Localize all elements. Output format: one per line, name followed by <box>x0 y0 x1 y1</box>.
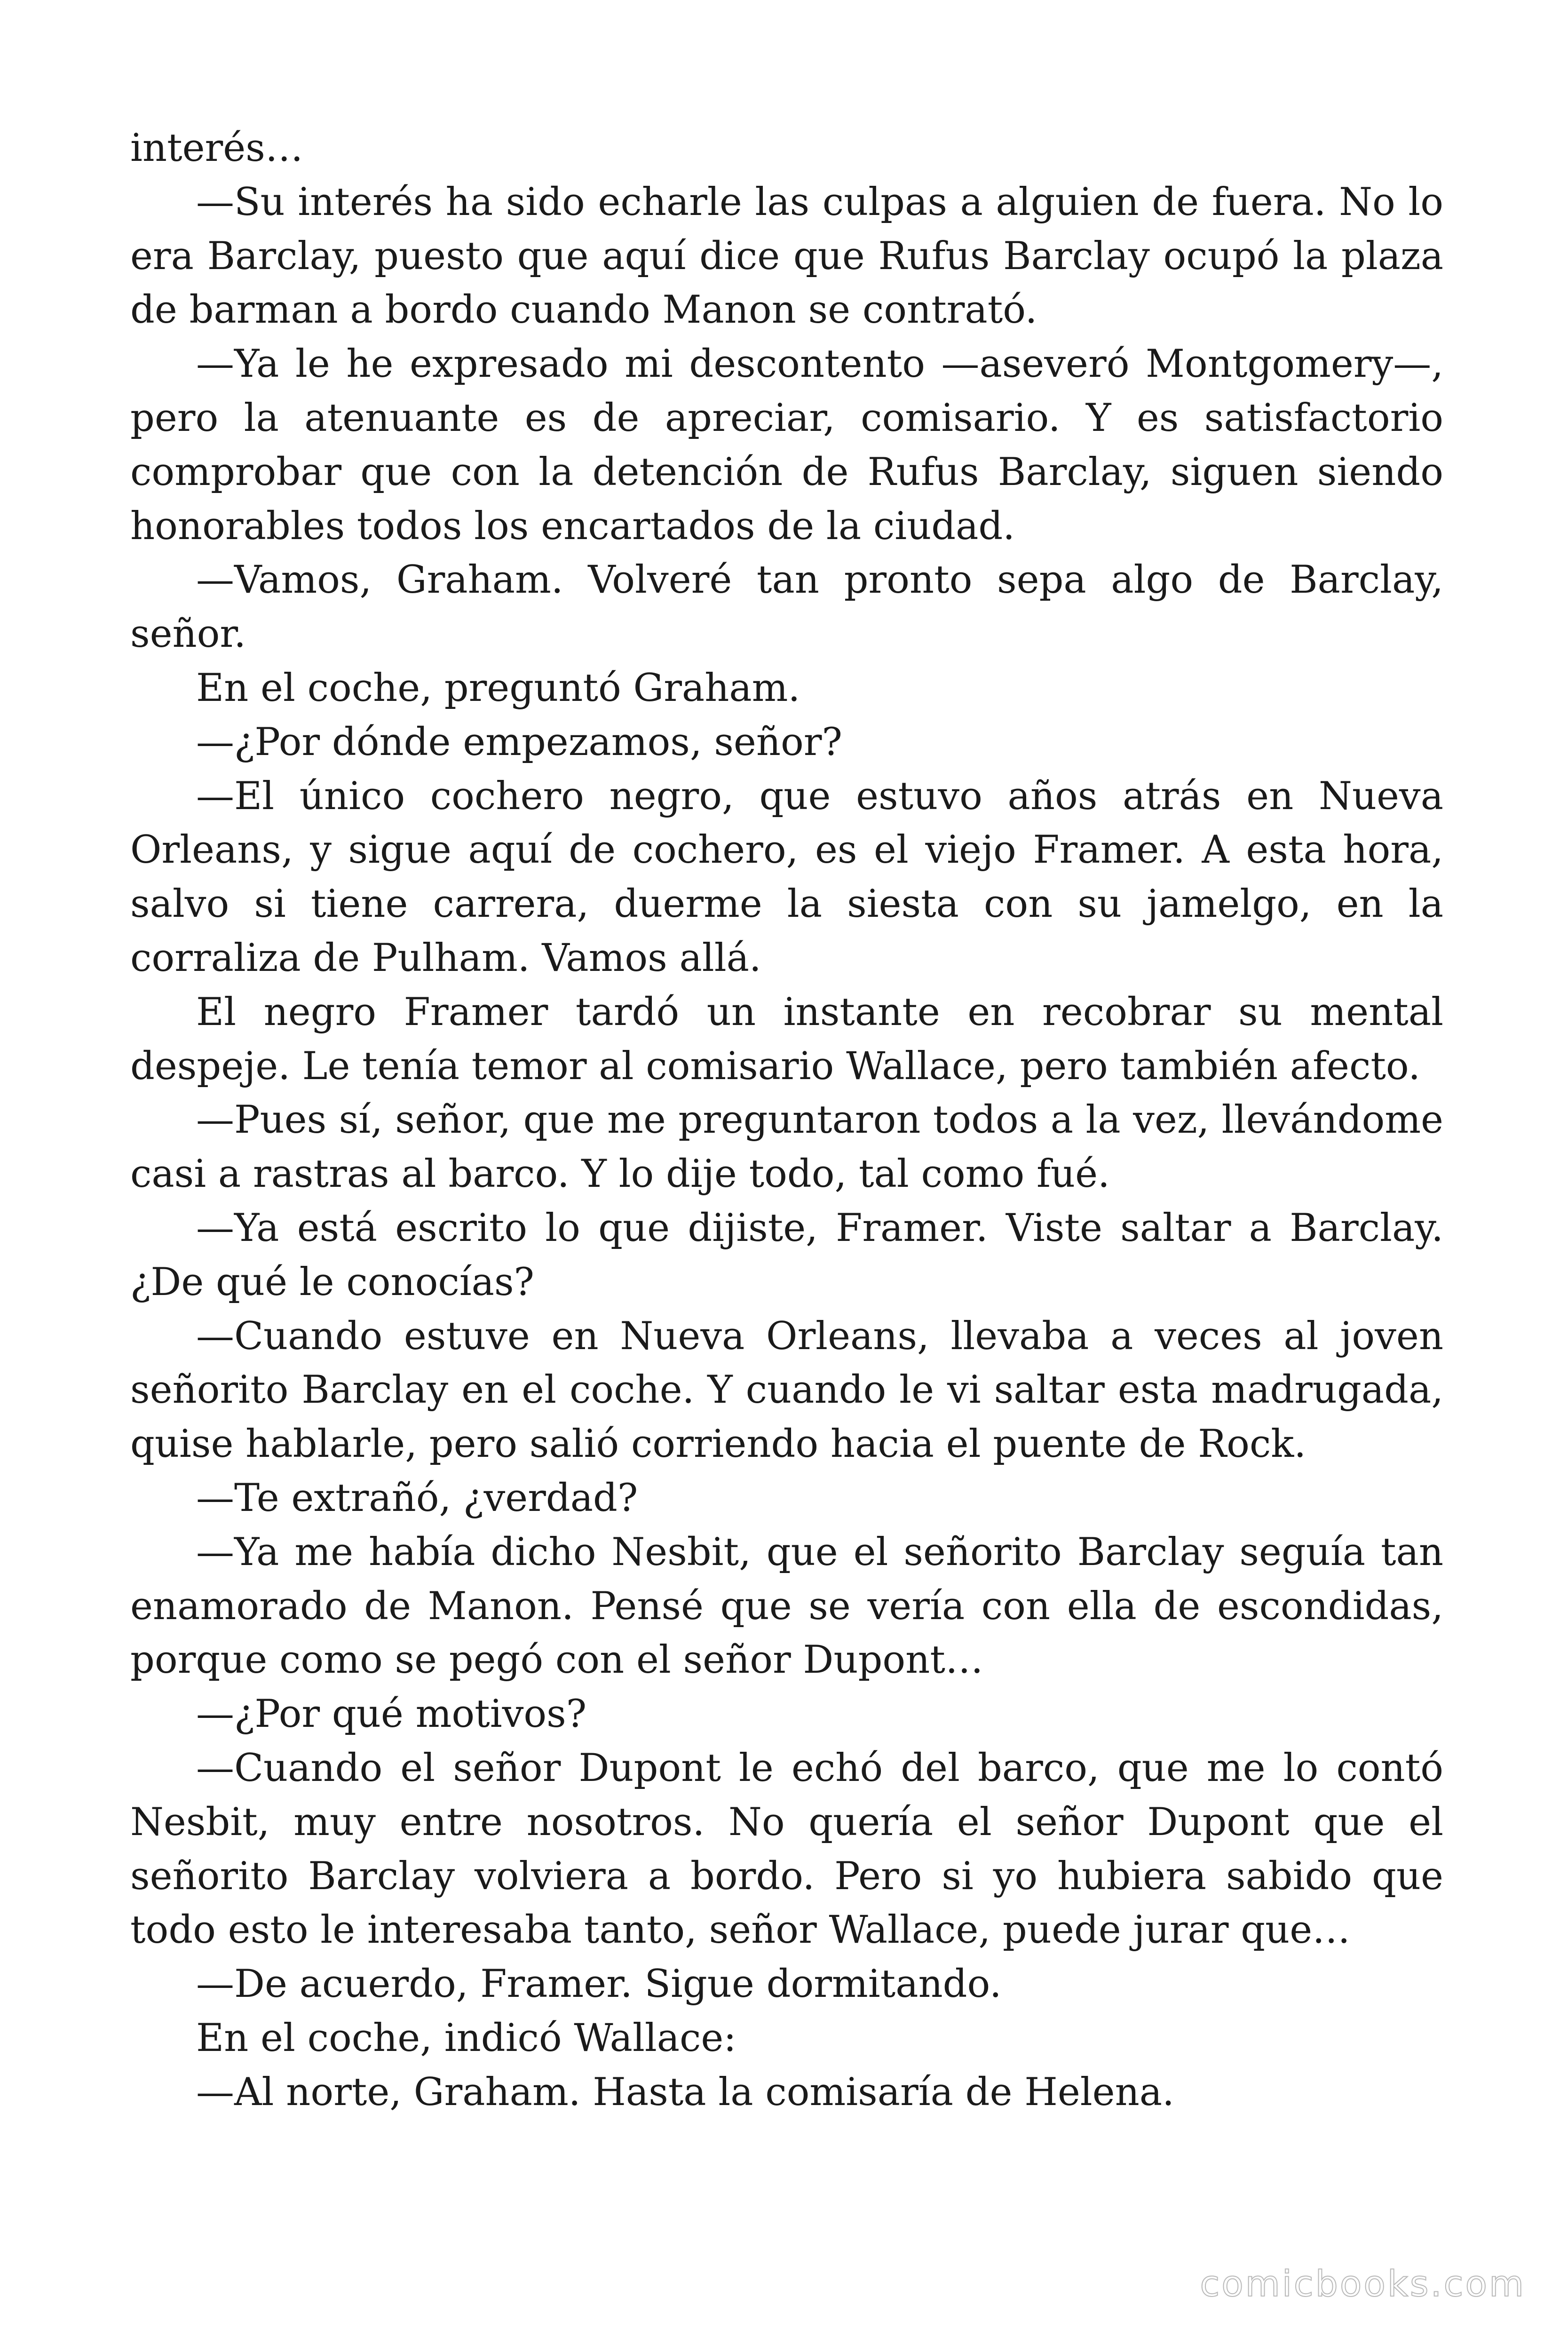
paragraph: —El único cochero negro, que estuvo años atrás en Nueva Orleans, y sigue aquí de cochero, es el viejo Framer. A esta hora, salvo si tiene carrera, duerme la siesta con su jamelgo, en la corraliza de Pulham. Vamos allá. <box>130 774 1443 980</box>
paragraph: —Al norte, Graham. Hasta la comisaría de Helena. <box>196 2070 1174 2114</box>
paragraph: —Su interés ha sido echarle las culpas a alguien de fuera. No lo era Barclay, puesto que aquí dice que Rufus Barclay ocupó la plaza de barman a bordo cuando Manon se contrató. <box>130 180 1443 333</box>
watermark: comicbooks.com <box>1200 2263 1526 2304</box>
paragraph: —Vamos, Graham. Volveré tan pronto sepa algo de Barclay, señor. <box>130 558 1443 657</box>
paragraph: —¿Por dónde empezamos, señor? <box>196 720 842 764</box>
paragraph: —Ya está escrito lo que dijiste, Framer. Viste saltar a Barclay. ¿De qué le conocías? <box>130 1206 1443 1304</box>
paragraph: —Cuando el señor Dupont le echó del barco, que me lo contó Nesbit, muy entre nosotros. No quería el señor Dupont que el señorito Barclay volviera a bordo. Pero si yo hubiera sabido que todo esto le interesaba tanto, señor Wallace, puede jurar que… <box>130 1746 1443 1953</box>
paragraph: —Pues sí, señor, que me preguntaron todos a la vez, llevándome casi a rastras al barco. Y lo dije todo, tal como fué. <box>130 1098 1443 1197</box>
paragraph: interés… <box>130 126 303 170</box>
paragraph: El negro Framer tardó un instante en recobrar su mental despeje. Le tenía temor al comisario Wallace, pero también afecto. <box>130 990 1443 1089</box>
paragraph: —De acuerdo, Framer. Sigue dormitando. <box>196 1962 1002 2007</box>
page-body-text <box>130 121 1443 2119</box>
paragraph: —¿Por qué motivos? <box>196 1692 587 1737</box>
paragraph: —Te extrañó, ¿verdad? <box>196 1476 638 1520</box>
paragraph: En el coche, preguntó Graham. <box>196 666 800 710</box>
paragraph: —Cuando estuve en Nueva Orleans, llevaba a veces al joven señorito Barclay en el coche. Y cuando le vi saltar esta madrugada, quise hablarle, pero salió corriendo hacia el puente de Rock. <box>130 1314 1443 1467</box>
paragraph: —Ya le he expresado mi descontento —aseveró Montgomery—, pero la atenuante es de apreciar, comisario. Y es satisfactorio comprobar que con la detención de Rufus Barclay, siguen siendo honorables todos los encartados de la ciudad. <box>130 342 1443 548</box>
paragraph: En el coche, indicó Wallace: <box>196 2016 736 2060</box>
paragraph: —Ya me había dicho Nesbit, que el señorito Barclay seguía tan enamorado de Manon. Pensé que se vería con ella de escondidas, porque como se pegó con el señor Dupont… <box>130 1530 1443 1683</box>
